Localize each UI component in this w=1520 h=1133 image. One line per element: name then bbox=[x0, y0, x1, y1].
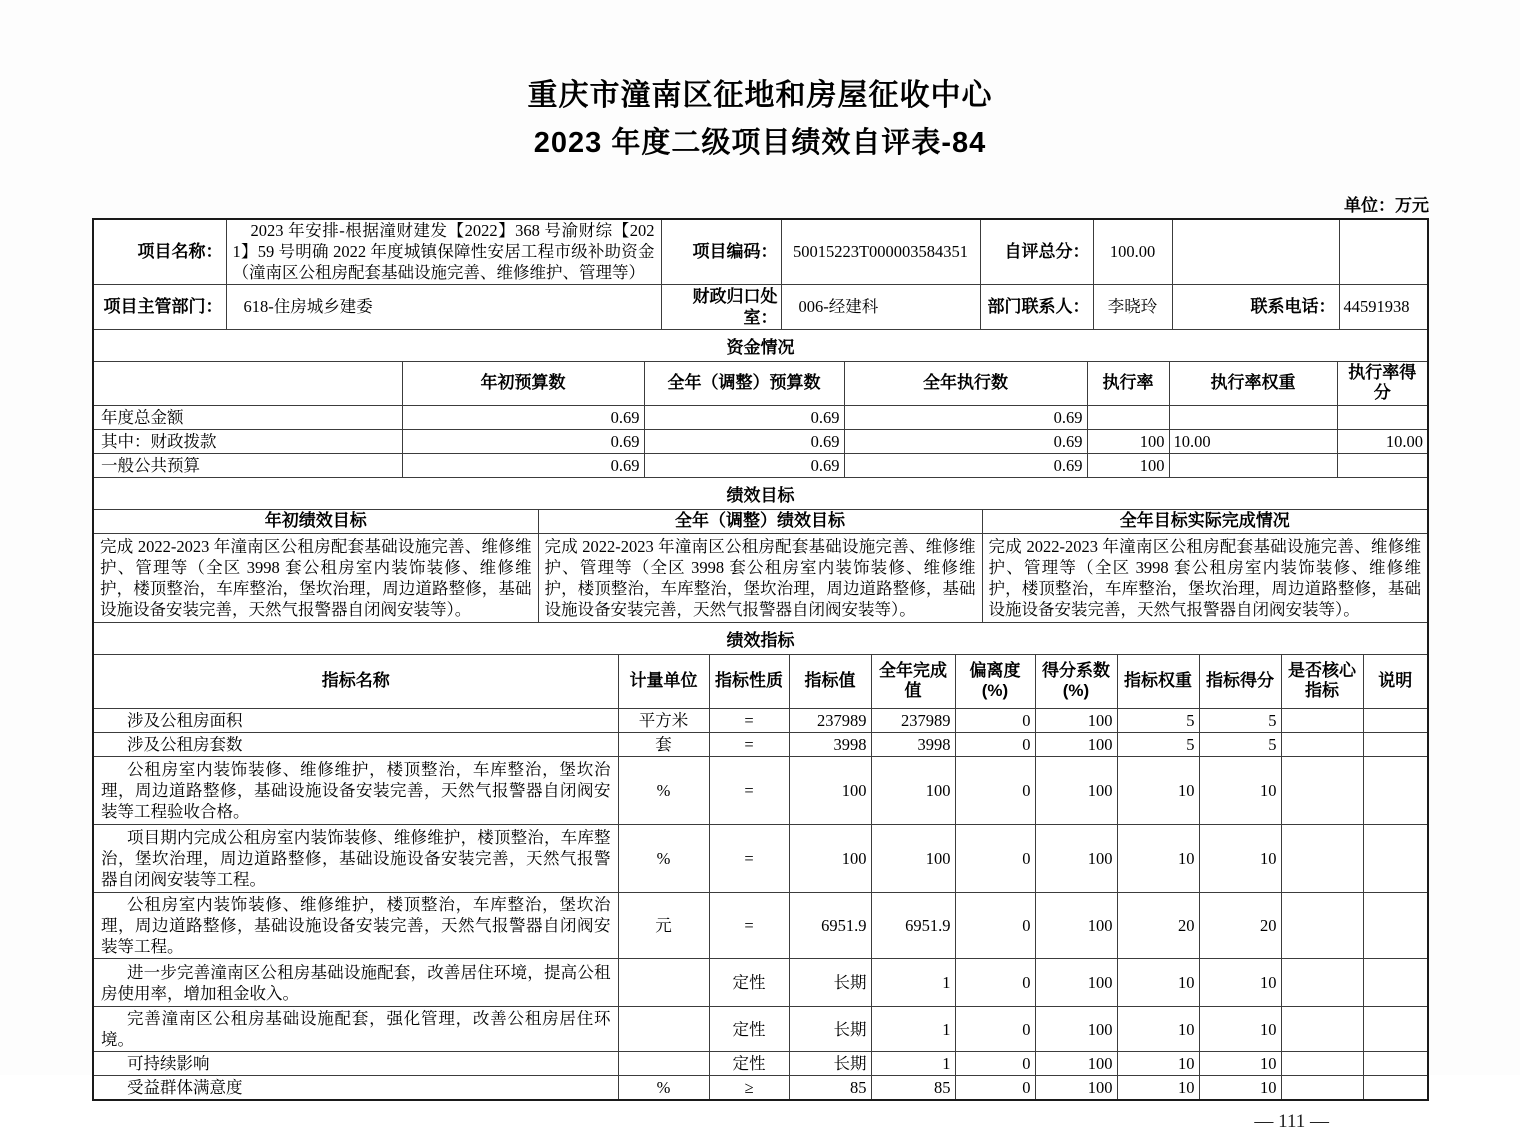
indicator-weight: 10 bbox=[1117, 1076, 1199, 1100]
indicator-note bbox=[1363, 959, 1427, 1007]
finance-office-value: 006-经建科 bbox=[781, 284, 980, 329]
indicator-actual: 100 bbox=[871, 825, 955, 893]
funding-cell-rate bbox=[1087, 406, 1169, 430]
indicator-row bbox=[94, 709, 1427, 733]
funding-cell-adjusted: 0.69 bbox=[644, 430, 844, 454]
goals-header-row bbox=[94, 510, 1427, 533]
funding-row-name: 其中：财政拨款 bbox=[94, 430, 402, 454]
indicator-unit: 元 bbox=[618, 893, 709, 959]
indicator-unit bbox=[618, 1007, 709, 1052]
indicator-actual: 1 bbox=[871, 959, 955, 1007]
funding-row-name: 年度总金额 bbox=[94, 406, 402, 430]
funding-cell-adjusted: 0.69 bbox=[644, 454, 844, 478]
indicator-actual: 6951.9 bbox=[871, 893, 955, 959]
indicator-unit: 平方米 bbox=[618, 709, 709, 733]
indicator-name: 公租房室内装饰装修、维修维护，楼顶整治，车库整治，堡坎治理，周边道路整修，基础设施设备安装完善，天然气报警器自闭阀安装等工程验收合格。 bbox=[94, 757, 618, 825]
phone-label: 联系电话： bbox=[1172, 284, 1339, 329]
project-code-label: 项目编码： bbox=[661, 220, 781, 284]
indicator-coefficient: 100 bbox=[1035, 733, 1117, 757]
indicator-row bbox=[94, 1052, 1427, 1076]
indicator-nature: ≥ bbox=[709, 1076, 789, 1100]
funding-cell-rate-weight bbox=[1169, 454, 1337, 478]
indicator-weight: 20 bbox=[1117, 893, 1199, 959]
indicator-nature: = bbox=[709, 733, 789, 757]
ind-header-score: 指标得分 bbox=[1199, 655, 1281, 709]
indicator-nature: 定性 bbox=[709, 959, 789, 1007]
indicator-weight: 10 bbox=[1117, 959, 1199, 1007]
indicator-weight: 10 bbox=[1117, 757, 1199, 825]
indicator-actual: 100 bbox=[871, 757, 955, 825]
indicator-name: 项目期内完成公租房室内装饰装修、维修维护，楼顶整治，车库整治，堡坎治理，周边道路整修，基础设施设备安装完善，天然气报警器自闭阀安装等工程。 bbox=[94, 825, 618, 893]
indicator-row bbox=[94, 959, 1427, 1007]
indicator-coefficient: 100 bbox=[1035, 1052, 1117, 1076]
ind-header-deviation: 偏离度(%) bbox=[955, 655, 1035, 709]
indicator-row bbox=[94, 825, 1427, 893]
goals-header-adjusted: 全年（调整）绩效目标 bbox=[538, 510, 982, 533]
ind-header-actual: 全年完成值 bbox=[871, 655, 955, 709]
funding-cell-initial: 0.69 bbox=[402, 406, 644, 430]
indicators-section-title: 绩效指标 bbox=[94, 622, 1427, 655]
indicator-deviation: 0 bbox=[955, 1076, 1035, 1100]
ind-header-unit: 计量单位 bbox=[618, 655, 709, 709]
funding-cell-rate-weight bbox=[1169, 406, 1337, 430]
page-title-line2: 2023 年度二级项目绩效自评表-84 bbox=[533, 127, 987, 159]
empty-cell bbox=[1172, 220, 1339, 284]
indicator-note bbox=[1363, 825, 1427, 893]
funding-cell-rate-weight: 10.00 bbox=[1169, 430, 1337, 454]
indicator-row bbox=[94, 757, 1427, 825]
funding-header-rate: 执行率 bbox=[1087, 362, 1169, 406]
funding-header-row bbox=[94, 362, 1427, 406]
ind-header-target: 指标值 bbox=[789, 655, 871, 709]
indicator-unit: % bbox=[618, 757, 709, 825]
page-title-line1: 重庆市潼南区征地和房屋征收中心 bbox=[527, 79, 993, 112]
indicator-nature: 定性 bbox=[709, 1052, 789, 1076]
indicator-name: 可持续影响 bbox=[94, 1052, 618, 1076]
indicator-target: 85 bbox=[789, 1076, 871, 1100]
self-score-label: 自评总分： bbox=[980, 220, 1093, 284]
indicator-deviation: 0 bbox=[955, 893, 1035, 959]
indicator-target: 长期 bbox=[789, 1052, 871, 1076]
funding-cell-rate: 100 bbox=[1087, 430, 1169, 454]
indicator-core bbox=[1281, 1052, 1363, 1076]
indicator-actual: 237989 bbox=[871, 709, 955, 733]
indicator-target: 237989 bbox=[789, 709, 871, 733]
funding-cell-adjusted: 0.69 bbox=[644, 406, 844, 430]
funding-row-name: 一般公共预算 bbox=[94, 454, 402, 478]
indicator-core bbox=[1281, 733, 1363, 757]
goals-content-row bbox=[94, 533, 1427, 622]
funding-header-executed: 全年执行数 bbox=[844, 362, 1087, 406]
indicator-note bbox=[1363, 1052, 1427, 1076]
indicator-note bbox=[1363, 733, 1427, 757]
indicator-deviation: 0 bbox=[955, 709, 1035, 733]
indicator-coefficient: 100 bbox=[1035, 757, 1117, 825]
dept-value: 618-住房城乡建委 bbox=[226, 284, 661, 329]
indicator-name: 公租房室内装饰装修、维修维护，楼顶整治，车库整治，堡坎治理，周边道路整修，基础设施设备安装完善，天然气报警器自闭阀安装等工程。 bbox=[94, 893, 618, 959]
indicator-deviation: 0 bbox=[955, 757, 1035, 825]
funding-header-rate-weight: 执行率权重 bbox=[1169, 362, 1337, 406]
empty-cell bbox=[94, 362, 402, 406]
funding-cell-executed: 0.69 bbox=[844, 454, 1087, 478]
indicator-target: 100 bbox=[789, 757, 871, 825]
funding-cell-rate: 100 bbox=[1087, 454, 1169, 478]
indicator-core bbox=[1281, 1007, 1363, 1052]
empty-cell bbox=[1339, 220, 1427, 284]
indicator-note bbox=[1363, 1007, 1427, 1052]
indicator-nature: = bbox=[709, 757, 789, 825]
funding-row bbox=[94, 406, 1427, 430]
indicator-score: 10 bbox=[1199, 1052, 1281, 1076]
indicator-unit: 套 bbox=[618, 733, 709, 757]
indicator-core bbox=[1281, 709, 1363, 733]
funding-cell-initial: 0.69 bbox=[402, 454, 644, 478]
ind-header-nature: 指标性质 bbox=[709, 655, 789, 709]
indicator-target: 3998 bbox=[789, 733, 871, 757]
funding-cell-rate-score bbox=[1337, 406, 1427, 430]
indicator-deviation: 0 bbox=[955, 825, 1035, 893]
indicator-score: 20 bbox=[1199, 893, 1281, 959]
goal-initial-text: 完成 2022-2023 年潼南区公租房配套基础设施完善、维修维护、管理等（全区 3998 套公租房室内装饰装修、维修维护，楼顶整治，车库整治，堡坎治理，周边道路整修，基础设施设备安装完善，天然气报警器自闭阀安装等）。 bbox=[94, 533, 538, 622]
goals-table bbox=[94, 510, 1427, 622]
funding-cell-executed: 0.69 bbox=[844, 430, 1087, 454]
indicator-score: 5 bbox=[1199, 709, 1281, 733]
indicator-nature: = bbox=[709, 825, 789, 893]
ind-header-weight: 指标权重 bbox=[1117, 655, 1199, 709]
funding-row bbox=[94, 430, 1427, 454]
funding-cell-initial: 0.69 bbox=[402, 430, 644, 454]
funding-table bbox=[94, 362, 1427, 478]
indicator-coefficient: 100 bbox=[1035, 709, 1117, 733]
indicator-deviation: 0 bbox=[955, 1007, 1035, 1052]
indicator-actual: 3998 bbox=[871, 733, 955, 757]
ind-header-name: 指标名称 bbox=[94, 655, 618, 709]
funding-row bbox=[94, 454, 1427, 478]
indicator-coefficient: 100 bbox=[1035, 959, 1117, 1007]
indicator-nature: 定性 bbox=[709, 1007, 789, 1052]
ind-header-core: 是否核心指标 bbox=[1281, 655, 1363, 709]
indicators-header-row bbox=[94, 655, 1427, 709]
indicator-row bbox=[94, 1007, 1427, 1052]
funding-cell-rate-score: 10.00 bbox=[1337, 430, 1427, 454]
indicator-unit bbox=[618, 959, 709, 1007]
indicator-score: 10 bbox=[1199, 1076, 1281, 1100]
indicator-target: 长期 bbox=[789, 959, 871, 1007]
funding-header-adjusted: 全年（调整）预算数 bbox=[644, 362, 844, 406]
project-code-value: 50015223T000003584351 bbox=[781, 220, 980, 284]
indicator-weight: 10 bbox=[1117, 1052, 1199, 1076]
indicator-row bbox=[94, 733, 1427, 757]
contact-label: 部门联系人： bbox=[980, 284, 1093, 329]
indicator-weight: 5 bbox=[1117, 733, 1199, 757]
project-row-1 bbox=[94, 220, 1427, 284]
phone-value: 44591938 bbox=[1339, 284, 1427, 329]
indicator-name: 完善潼南区公租房基础设施配套，强化管理，改善公租房居住环境。 bbox=[94, 1007, 618, 1052]
indicator-score: 10 bbox=[1199, 959, 1281, 1007]
funding-cell-executed: 0.69 bbox=[844, 406, 1087, 430]
indicator-core bbox=[1281, 1076, 1363, 1100]
indicator-score: 10 bbox=[1199, 757, 1281, 825]
indicator-name: 进一步完善潼南区公租房基础设施配套，改善居住环境，提高公租房使用率，增加租金收入。 bbox=[94, 959, 618, 1007]
indicator-row bbox=[94, 893, 1427, 959]
indicator-target: 6951.9 bbox=[789, 893, 871, 959]
indicator-core bbox=[1281, 959, 1363, 1007]
page-number: — 111 — bbox=[1254, 1111, 1329, 1132]
indicator-score: 5 bbox=[1199, 733, 1281, 757]
indicator-actual: 1 bbox=[871, 1007, 955, 1052]
funding-section-title: 资金情况 bbox=[94, 329, 1427, 362]
unit-note: 单位：万元 bbox=[1344, 196, 1429, 215]
dept-label: 项目主管部门： bbox=[94, 284, 226, 329]
indicator-target: 长期 bbox=[789, 1007, 871, 1052]
indicator-unit: % bbox=[618, 825, 709, 893]
funding-header-initial: 年初预算数 bbox=[402, 362, 644, 406]
indicator-note bbox=[1363, 757, 1427, 825]
indicators-table bbox=[94, 655, 1427, 1100]
indicator-note bbox=[1363, 1076, 1427, 1100]
funding-header-rate-score: 执行率得分 bbox=[1337, 362, 1427, 406]
indicator-coefficient: 100 bbox=[1035, 1076, 1117, 1100]
goal-adjusted-text: 完成 2022-2023 年潼南区公租房配套基础设施完善、维修维护、管理等（全区 3998 套公租房室内装饰装修、维修维护，楼顶整治，车库整治，堡坎治理，周边道路整修，基础设施设备安装完善，天然气报警器自闭阀安装等）。 bbox=[538, 533, 982, 622]
indicator-note bbox=[1363, 893, 1427, 959]
ind-header-coefficient: 得分系数(%) bbox=[1035, 655, 1117, 709]
goals-header-actual: 全年目标实际完成情况 bbox=[982, 510, 1427, 533]
self-score-value: 100.00 bbox=[1093, 220, 1172, 284]
indicator-score: 10 bbox=[1199, 1007, 1281, 1052]
indicator-core bbox=[1281, 825, 1363, 893]
ind-header-note: 说明 bbox=[1363, 655, 1427, 709]
indicator-core bbox=[1281, 757, 1363, 825]
project-name-label: 项目名称： bbox=[94, 220, 226, 284]
indicator-nature: = bbox=[709, 709, 789, 733]
finance-office-label: 财政归口处室： bbox=[661, 284, 781, 329]
indicator-deviation: 0 bbox=[955, 959, 1035, 1007]
indicator-unit bbox=[618, 1052, 709, 1076]
indicator-target: 100 bbox=[789, 825, 871, 893]
indicator-name: 涉及公租房套数 bbox=[94, 733, 618, 757]
goals-section-title: 绩效目标 bbox=[94, 477, 1427, 510]
indicator-weight: 10 bbox=[1117, 1007, 1199, 1052]
indicator-unit: % bbox=[618, 1076, 709, 1100]
project-info-table bbox=[94, 220, 1427, 329]
indicator-weight: 5 bbox=[1117, 709, 1199, 733]
indicator-name: 涉及公租房面积 bbox=[94, 709, 618, 733]
indicator-deviation: 0 bbox=[955, 733, 1035, 757]
indicator-coefficient: 100 bbox=[1035, 1007, 1117, 1052]
goals-header-initial: 年初绩效目标 bbox=[94, 510, 538, 533]
contact-value: 李晓玲 bbox=[1093, 284, 1172, 329]
indicator-coefficient: 100 bbox=[1035, 893, 1117, 959]
indicator-actual: 85 bbox=[871, 1076, 955, 1100]
indicator-actual: 1 bbox=[871, 1052, 955, 1076]
self-evaluation-table bbox=[92, 218, 1429, 1101]
project-name-value: 2023 年安排-根据潼财建发【2022】368 号渝财综【2021】59 号明确 2022 年度城镇保障性安居工程市级补助资金（潼南区公租房配套基础设施完善、维修维护、管理等） bbox=[226, 220, 661, 284]
indicator-note bbox=[1363, 709, 1427, 733]
indicator-name: 受益群体满意度 bbox=[94, 1076, 618, 1100]
indicator-score: 10 bbox=[1199, 825, 1281, 893]
indicator-core bbox=[1281, 893, 1363, 959]
indicator-row bbox=[94, 1076, 1427, 1100]
indicator-coefficient: 100 bbox=[1035, 825, 1117, 893]
funding-cell-rate-score bbox=[1337, 454, 1427, 478]
indicator-weight: 10 bbox=[1117, 825, 1199, 893]
indicator-deviation: 0 bbox=[955, 1052, 1035, 1076]
goal-actual-text: 完成 2022-2023 年潼南区公租房配套基础设施完善、维修维护、管理等（全区 3998 套公租房室内装饰装修、维修维护，楼顶整治，车库整治，堡坎治理，周边道路整修，基础设施设备安装完善，天然气报警器自闭阀安装等）。 bbox=[982, 533, 1427, 622]
indicator-nature: = bbox=[709, 893, 789, 959]
project-row-2 bbox=[94, 284, 1427, 329]
